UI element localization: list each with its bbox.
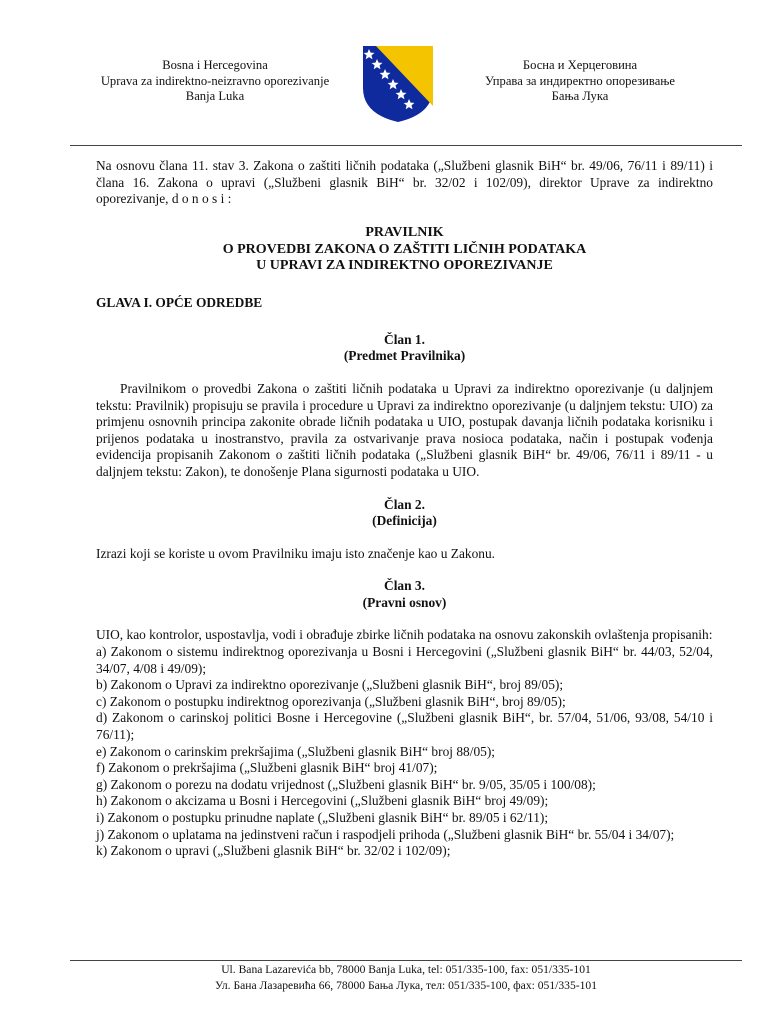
law-list [96, 644, 713, 860]
article-3-number: Član 3. [384, 578, 425, 594]
article-2-text: Izrazi koji se koriste u ovom Pravilniku imaju isto značenje kao u Zakonu. [96, 545, 496, 561]
law-list-item: f) Zakonom o prekršajima („Službeni glasnik BiH“ broj 41/07); [96, 760, 438, 776]
article-3-subtitle: (Pravni osnov) [362, 594, 447, 610]
header-country-cyrillic: Босна и Херцеговина [522, 58, 638, 72]
law-list-item: e) Zakonom o carinskim prekršajima („Službeni glasnik BiH“ broj 88/05); [96, 743, 496, 759]
law-list-item: a) Zakonom o sistemu indirektnog oporezivanja u Bosni i Hercegovini („Službeni glasnik BiH“ br. 44/03, 52/04, 34/07, 4/08 i 49/09); [96, 644, 713, 676]
title-line-2: O PROVEDBI ZAKONA O ZAŠTITI LIČNIH PODATAKA [222, 241, 587, 257]
footer-address-cyrillic: Ул. Бана Лазаревића 66, 78000 Бања Лука, тел: 051/335-100, фах: 051/335-101 [214, 978, 597, 992]
header-city-latin: Banja Luka [185, 89, 245, 103]
law-list-item: b) Zakonom o Upravi za indirektno oporezivanje („Službeni glasnik BiH“, broj 89/05); [96, 677, 564, 693]
law-list-item: g) Zakonom o porezu na dodatu vrijednost („Službeni glasnik BiH“ br. 9/05, 35/05 i 100/08); [96, 776, 596, 792]
article-2-number: Član 2. [384, 496, 425, 512]
chapter-heading: GLAVA I. OPĆE ODREDBE [96, 295, 263, 311]
footer [70, 962, 742, 993]
article-1-number: Član 1. [384, 331, 425, 347]
header-agency-latin: Uprava za indirektno-neizravno oporezivanje [100, 73, 330, 88]
header-city-cyrillic: Бања Лука [551, 89, 609, 103]
law-list-item: j) Zakonom o uplatama na jedinstveni račun i raspodjeli prihoda („Službeni glasnik BiH“ br. 55/04 i 34/07); [96, 826, 675, 842]
article-1-text: Pravilnikom o provedbi Zakona o zaštiti ličnih podataka u Upravi za indirektno oporezivanje (u daljnjem tekstu: Pravilnik) propisuju se pravila i procedure u Upravi za indirektno oporezivanje (u daljnjem tekstu: UIO) za primjenu osnovnih principa zakonite obrade ličnih podataka u UIO, postupak davanja ličnih podataka korisniku i prijenos podataka u inostranstvo, pravila za ostvarivanje prava nosioca podataka, način i postupak vođenja evidencija propisanih Zakonom o zaštiti ličnih podataka („Službeni glasnik BiH“ br. 49/06, 76/11 i 89/11 - u daljnjem tekstu: Zakon), te donošenje Plana sigurnosti podataka u UIO. [96, 380, 713, 479]
document-title [96, 225, 713, 275]
header-right-cyrillic [440, 58, 720, 105]
coat-of-arms-icon [360, 44, 436, 124]
law-list-item: k) Zakonom o upravi („Službeni glasnik BiH“ br. 32/02 i 102/09); [96, 843, 451, 859]
document-body [96, 158, 713, 860]
header-left-latin [60, 58, 370, 105]
law-list-item: i) Zakonom o postupku prinudne naplate („Službeni glasnik BiH“ br. 89/05 i 62/11); [96, 810, 549, 826]
footer-divider [70, 960, 742, 961]
header-country-latin: Bosna i Hercegovina [162, 58, 268, 72]
header-agency-cyrillic: Управа за индиректно опорезивање [485, 73, 675, 88]
title-line-1: PRAVILNIK [365, 224, 444, 240]
title-line-3: U UPRAVI ZA INDIREKTNO OPOREZIVANJE [256, 258, 553, 274]
footer-address-latin: Ul. Bana Lazarevića bb, 78000 Banja Luka, tel: 051/335-100, fax: 051/335-101 [221, 963, 591, 976]
article-1-subtitle: (Predmet Pravilnika) [343, 348, 466, 364]
article-3-text: UIO, kao kontrolor, uspostavlja, vodi i obrađuje zbirke ličnih podataka na osnovu zakonskih ovlaštenja propisanih: [96, 627, 713, 643]
article-2-subtitle: (Definicija) [372, 513, 437, 529]
intro-paragraph: Na osnovu člana 11. stav 3. Zakona o zaštiti ličnih podataka („Službeni glasnik BiH“ br. 49/06, 76/11 i 89/11) i člana 16. Zakona o upravi („Službeni glasnik BiH“ br. 32/02 i 102/09), direktor Uprave za indirektno oporezivanje, d o n o s i : [96, 158, 713, 207]
law-list-item: h) Zakonom o akcizama u Bosni i Hercegovini („Službeni glasnik BiH“ broj 49/09); [96, 793, 549, 809]
header-divider [70, 145, 742, 146]
law-list-item: d) Zakonom o carinskoj politici Bosne i Hercegovine („Službeni glasnik BiH“, br. 57/04, 51/06, 93/08, 54/10 i 76/11); [96, 710, 713, 743]
law-list-item: c) Zakonom o postupku indirektnog oporezivanja („Službeni glasnik BiH“, broj 89/05); [96, 693, 566, 709]
